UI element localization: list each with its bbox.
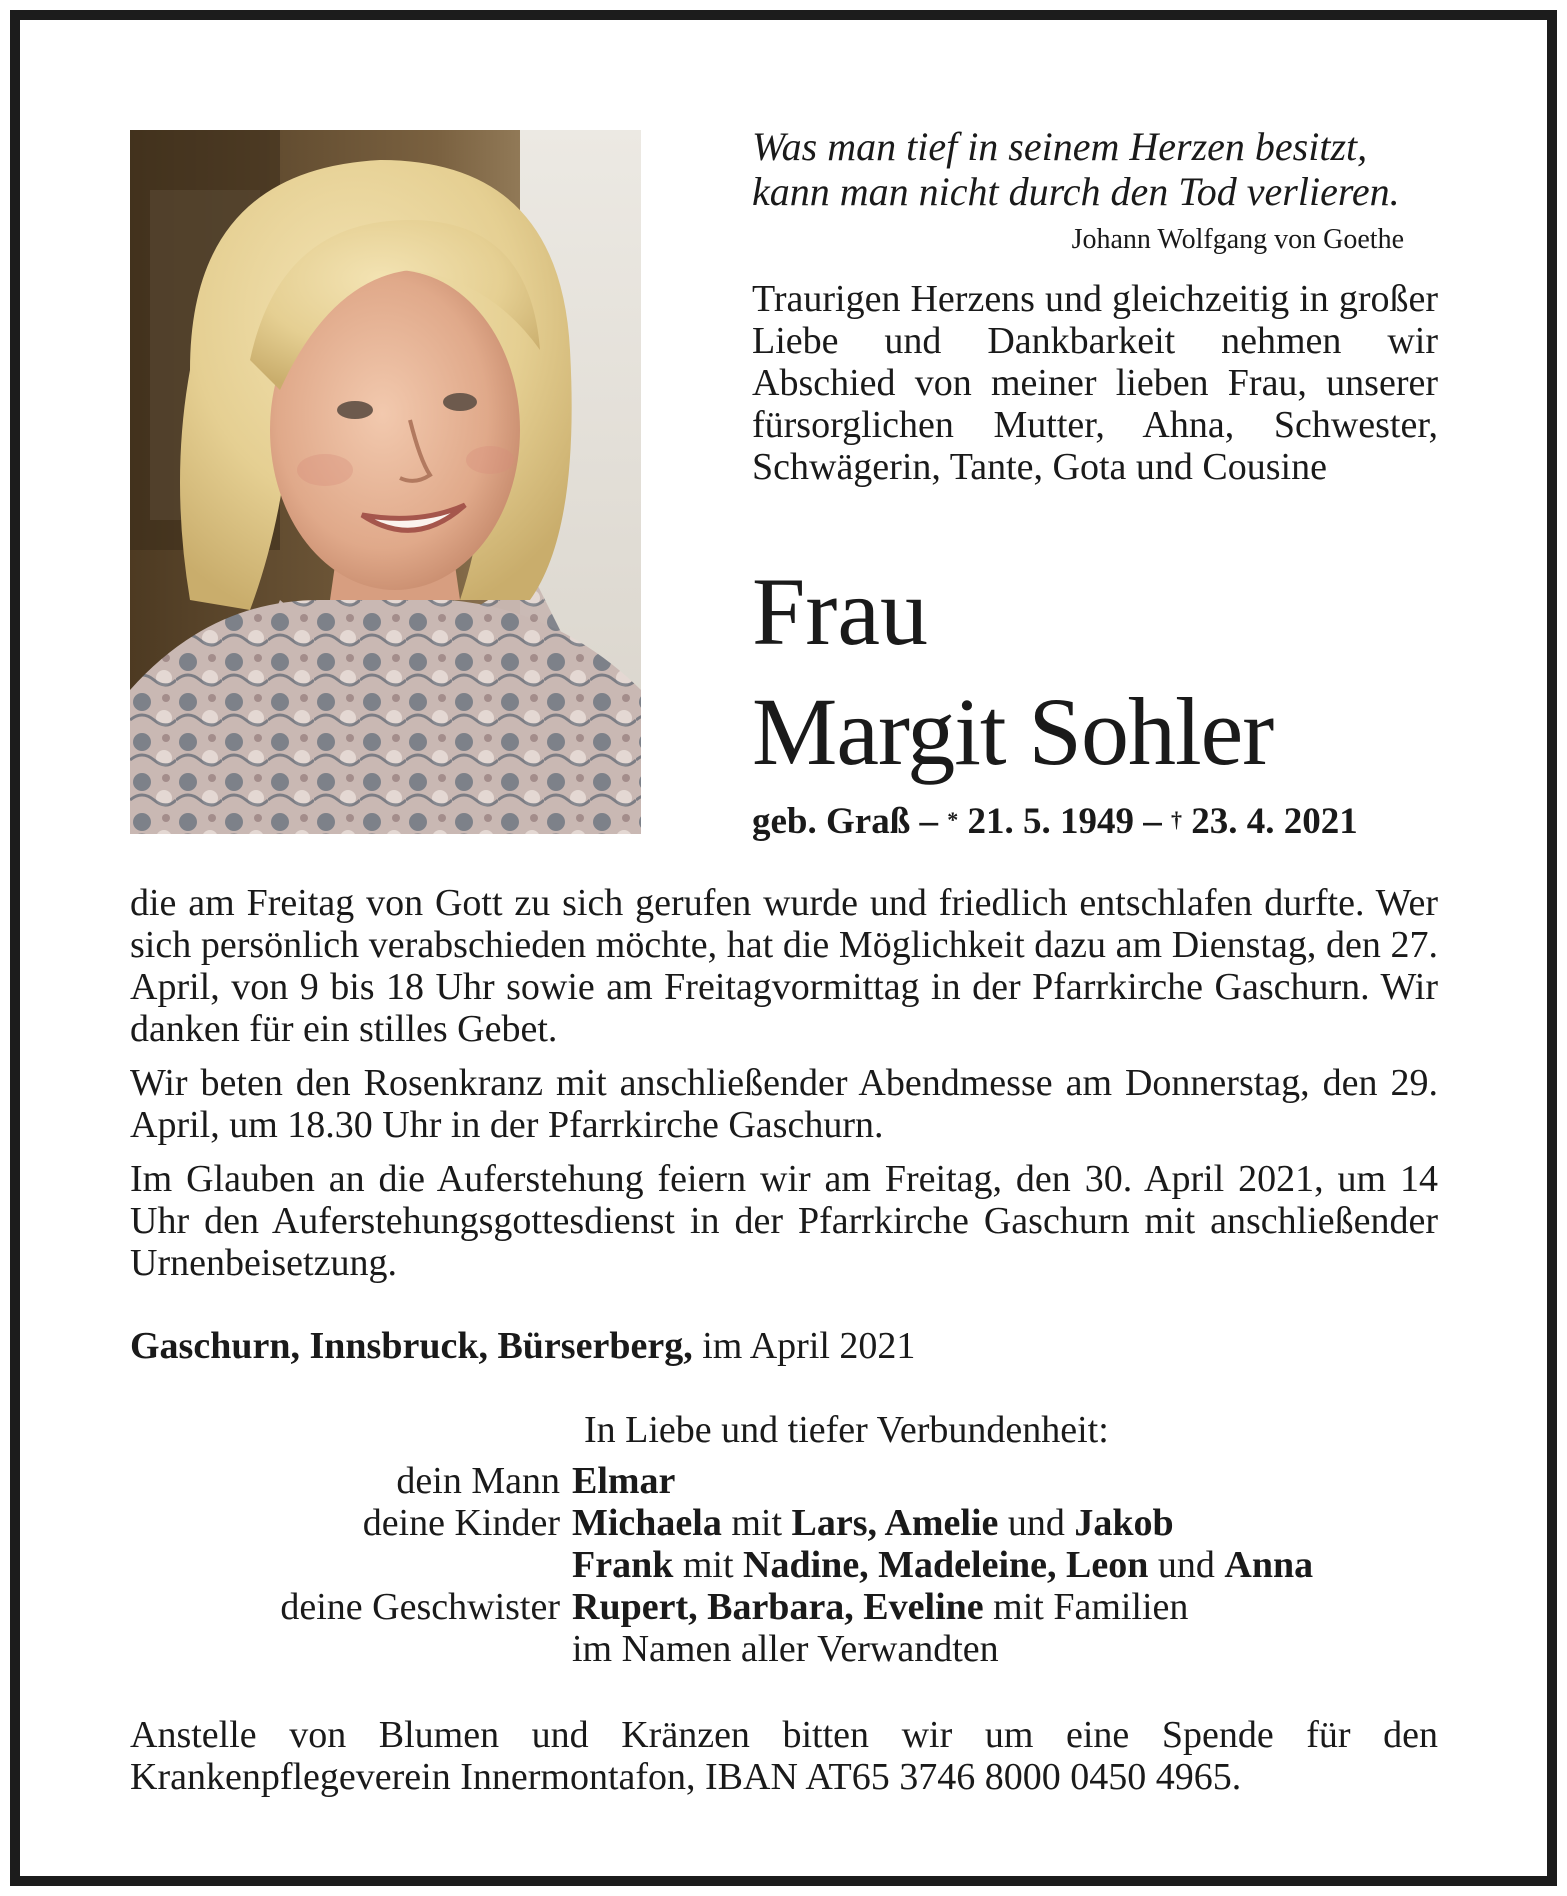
child-1-with: mit <box>721 1502 792 1544</box>
family-row-relatives <box>130 1628 1450 1670</box>
family-list <box>130 1460 1450 1670</box>
child-2-last: Anna <box>1224 1544 1314 1586</box>
life-dates <box>752 800 1452 844</box>
quote-author: Johann Wolfgang von Goethe <box>1071 224 1404 255</box>
portrait-photo <box>130 130 641 834</box>
children-label: deine Kinder <box>362 1502 560 1544</box>
birth-date: 21. 5. 1949 – <box>967 801 1162 842</box>
family-row-siblings <box>130 1586 1450 1628</box>
family-row-husband <box>130 1460 1450 1502</box>
donation-note: Anstelle von Blumen und Kränzen bitten wir um eine Spende für den Krankenpflegeverein Innermontafon, IBAN AT65 3746 8000 0450 4965. <box>130 1714 1438 1798</box>
signoff-intro: In Liebe und tiefer Verbundenheit: <box>584 1409 1109 1451</box>
places: Gaschurn, Innsbruck, Bürserberg, <box>130 1325 693 1367</box>
place-date: im April 2021 <box>692 1325 916 1367</box>
body-paragraph-2: Wir beten den Rosenkranz mit anschließender Abendmesse am Donnerstag, den 29. April, um 18.30 Uhr in der Pfarrkirche Gaschurn. <box>130 1062 1438 1146</box>
siblings-names: Rupert, Barbara, Eveline <box>572 1586 984 1628</box>
child-1-family: Lars, Amelie <box>791 1502 999 1544</box>
birth-name: geb. Graß – <box>752 801 939 842</box>
child-1-last: Jakob <box>1074 1502 1174 1544</box>
birth-symbol: * <box>947 807 959 832</box>
announcement-body <box>130 882 1438 1296</box>
deceased-title: Frau <box>752 558 928 665</box>
child-2-with: mit <box>673 1544 744 1586</box>
death-date: 23. 4. 2021 <box>1191 801 1358 842</box>
child-1-and: und <box>998 1502 1075 1544</box>
family-row-children-2 <box>130 1544 1450 1586</box>
husband-name: Elmar <box>572 1460 676 1502</box>
death-symbol: † <box>1171 807 1183 832</box>
intro-text: Traurigen Herzens und gleichzeitig in großer Liebe und Dankbarkeit nehmen wir Abschied von meiner lieben Frau, unserer fürsorglichen Mutter, Ahna, Schwester, Schwägerin, Tante, Gota und Cousine <box>752 278 1438 488</box>
goethe-quote <box>752 124 1452 214</box>
quote-line-1: Was man tief in seinem Herzen besitzt, <box>752 124 1368 169</box>
quote-line-2: kann man nicht durch den Tod verlieren. <box>752 169 1400 214</box>
family-row-children-1 <box>130 1502 1450 1544</box>
portrait-illustration <box>130 130 641 834</box>
child-1-name: Michaela <box>572 1502 722 1544</box>
place-date-line <box>130 1324 1430 1368</box>
deceased-name: Margit Sohler <box>752 678 1274 785</box>
child-2-and: und <box>1148 1544 1225 1586</box>
body-paragraph-1: die am Freitag von Gott zu sich gerufen wurde und friedlich entschlafen durfte. Wer sich persönlich verabschieden möchte, hat die Möglichkeit dazu am Dienstag, den 27. April, von 9 bis 18 Uhr sowie am Freitagvormittag in der Pfarrkirche Gaschurn. Wir danken für ein stilles Gebet. <box>130 882 1438 1050</box>
child-2-name: Frank <box>572 1544 674 1586</box>
relatives-line: im Namen aller Verwandten <box>572 1628 999 1670</box>
husband-label: dein Mann <box>396 1460 560 1502</box>
siblings-label: deine Geschwister <box>280 1586 560 1628</box>
body-paragraph-3: Im Glauben an die Auferstehung feiern wir am Freitag, den 30. April 2021, um 14 Uhr den Auferstehungsgottesdienst in der Pfarrkirche Gaschurn mit anschließender Urnenbeisetzung. <box>130 1158 1438 1284</box>
siblings-suffix: mit Familien <box>983 1586 1189 1628</box>
child-2-family: Nadine, Madeleine, Leon <box>743 1544 1149 1586</box>
